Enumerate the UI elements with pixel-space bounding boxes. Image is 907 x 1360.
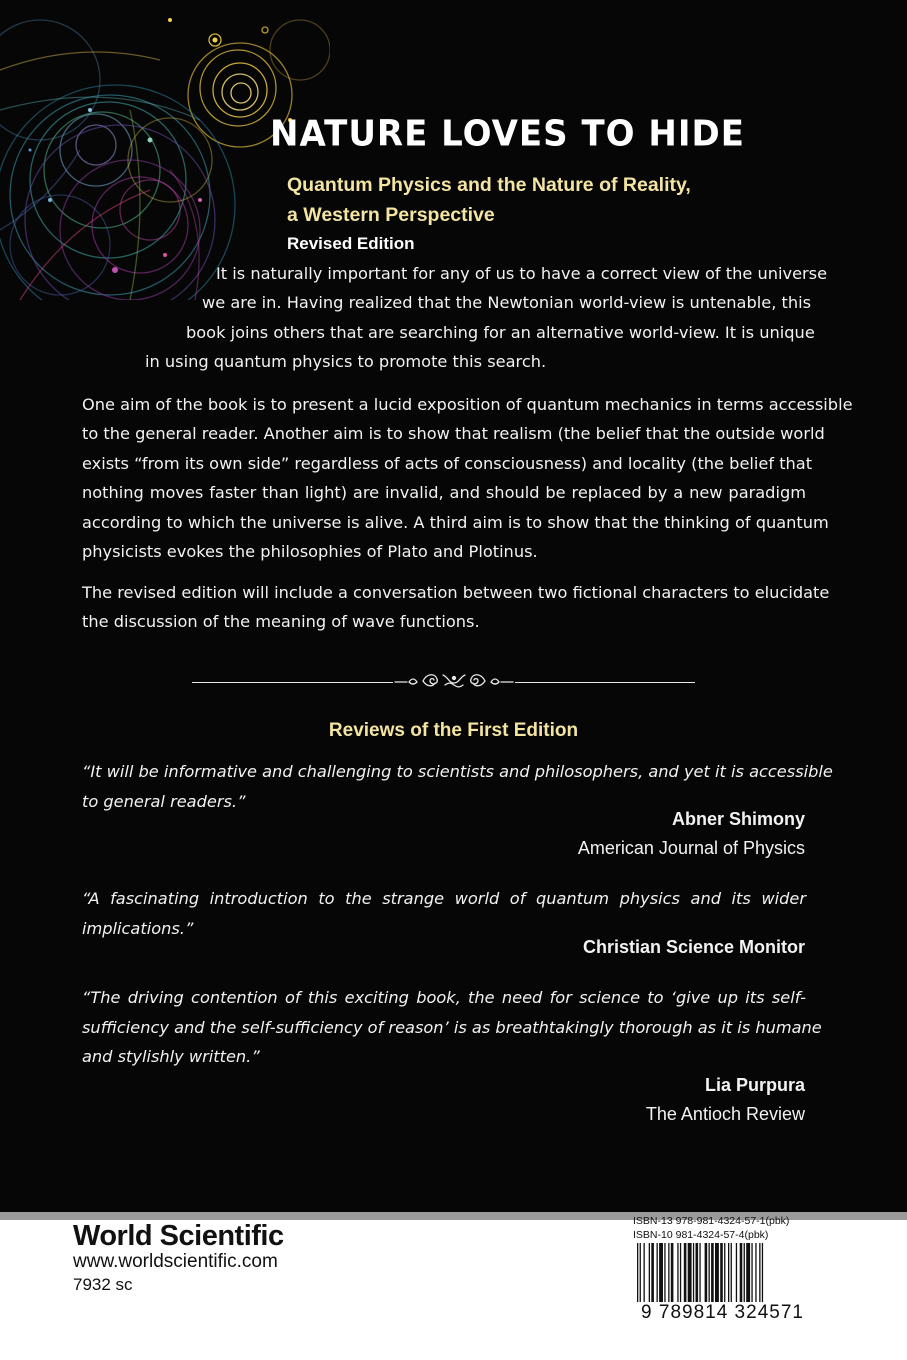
- barcode-bar: [684, 1243, 687, 1305]
- aims-line: according to which the universe is alive. A third aim is to show that the thinking of quantum: [82, 513, 829, 532]
- barcode-bar: [744, 1243, 745, 1305]
- barcode: [633, 1243, 813, 1307]
- aims-line: physicists evokes the philosophies of Plato and Plotinus.: [82, 542, 538, 561]
- barcode-bar: [709, 1243, 710, 1305]
- revised-line: The revised edition will include a conversation between two fictional characters to elucidate: [82, 583, 830, 602]
- review-author: Christian Science Monitor: [582, 937, 805, 957]
- subtitle-line: a Western Perspective: [287, 204, 495, 226]
- barcode-bar: [724, 1243, 725, 1305]
- barcode-bar: [715, 1243, 719, 1305]
- publisher-url: www.worldscientific.com: [73, 1251, 278, 1272]
- barcode-bar: [644, 1243, 645, 1305]
- barcode-bar: [705, 1243, 708, 1305]
- barcode-bar: [649, 1243, 650, 1305]
- publisher-code: 7932 sc: [73, 1275, 133, 1294]
- aims-line: to the general reader. Another aim is to show that realism (the belief that the outside world: [82, 424, 825, 443]
- subtitle-line: Quantum Physics and the Nature of Reality,: [287, 174, 691, 196]
- edition-label: Revised Edition: [287, 234, 415, 253]
- quote-line: to general readers.”: [82, 791, 246, 811]
- barcode-bar: [736, 1243, 737, 1305]
- intro-line: we are in. Having realized that the Newtonian world-view is untenable, this: [202, 293, 812, 312]
- intro-line: book joins others that are searching for an alternative world-view. It is unique: [186, 323, 815, 342]
- intro-line: in using quantum physics to promote this search.: [145, 352, 547, 371]
- review-attribution: [578, 805, 805, 863]
- review-author: Lia Purpura: [704, 1075, 805, 1095]
- barcode-bar: [651, 1243, 654, 1305]
- isbn-13: ISBN-13 978-981-4324-57-1(pbk): [633, 1215, 790, 1227]
- aims-line: exists “from its own side” regardless of acts of consciousness) and locality (the belief that: [82, 454, 813, 473]
- barcode-bar: [711, 1243, 714, 1305]
- review-quote: [82, 983, 822, 1072]
- barcode-bar: [740, 1243, 743, 1305]
- review-attribution: [583, 933, 805, 962]
- barcode-bar: [680, 1243, 681, 1305]
- barcode-bar: [699, 1243, 700, 1305]
- barcode-bar: [688, 1243, 692, 1305]
- barcode-bar: [664, 1243, 665, 1305]
- barcode-bar: [728, 1243, 729, 1305]
- publisher-name: World Scientific: [73, 1220, 284, 1252]
- review-attribution: [646, 1071, 805, 1129]
- quote-line: “It will be informative and challenging to scientists and philosophers, and yet it is accessible: [82, 762, 833, 781]
- barcode-bar: [746, 1243, 750, 1305]
- quote-line: sufficiency and the self-sufficiency of reason’ is as breathtakingly thorough as it is humane: [82, 1017, 822, 1037]
- barcode-bar: [693, 1243, 694, 1305]
- barcode-bar: [762, 1243, 763, 1305]
- barcode-bar: [696, 1243, 699, 1305]
- review-source: American Journal of Physics: [577, 838, 805, 858]
- book-subtitle: [287, 170, 691, 230]
- barcode-bar: [759, 1243, 760, 1305]
- barcode-bar: [755, 1243, 756, 1305]
- ornament-fleuron-icon: [393, 667, 515, 693]
- quote-line: implications.”: [82, 918, 194, 938]
- barcode-bar: [637, 1243, 638, 1305]
- barcode-bar: [751, 1243, 752, 1305]
- barcode-bar: [731, 1243, 732, 1305]
- barcode-bar: [668, 1243, 669, 1305]
- barcode-bar: [659, 1243, 663, 1305]
- quote-line: and stylishly written.”: [82, 1047, 260, 1066]
- isbn-10: ISBN-10 981-4324-57-4(pbk): [633, 1229, 769, 1241]
- revised-line: the discussion of the meaning of wave functions.: [82, 612, 480, 631]
- aims-line: One aim of the book is to present a lucid exposition of quantum mechanics in terms accessible: [82, 395, 853, 414]
- barcode-bar: [720, 1243, 723, 1305]
- review-source: The Antioch Review: [645, 1104, 805, 1124]
- quote-line: “A fascinating introduction to the strange world of quantum physics and its wider: [82, 889, 806, 908]
- intro-line: It is naturally important for any of us to have a correct view of the universe: [216, 264, 828, 283]
- book-title: NATURE LOVES TO HIDE: [270, 113, 745, 155]
- barcode-bar: [671, 1243, 674, 1305]
- barcode-bar: [677, 1243, 678, 1305]
- isbn-block: [633, 1214, 813, 1242]
- review-author: Abner Shimony: [671, 809, 805, 829]
- publisher-block: [73, 1220, 284, 1295]
- quote-line: “The driving contention of this exciting book, the need for science to ‘give up its self-: [82, 988, 806, 1007]
- aims-line: nothing moves faster than light) are invalid, and should be replaced by a new paradigm: [82, 483, 806, 502]
- barcode-digits: 9 789814 324571: [633, 1302, 812, 1324]
- barcode-bar: [657, 1243, 658, 1305]
- reviews-heading: Reviews of the First Edition: [328, 720, 579, 741]
- barcode-bar: [640, 1243, 641, 1305]
